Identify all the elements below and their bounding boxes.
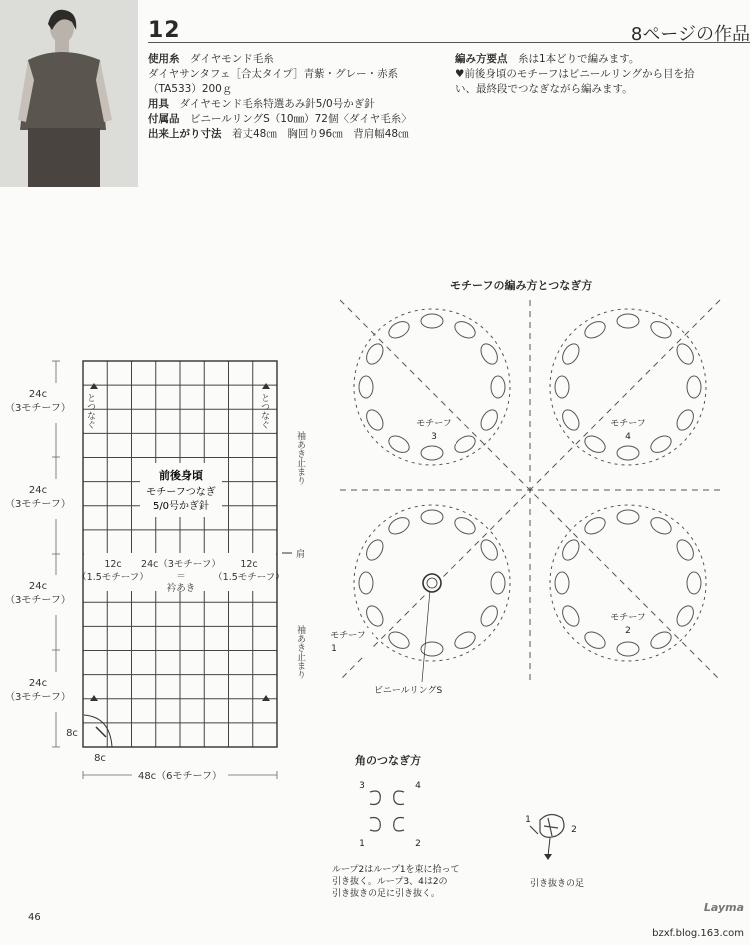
yarn-text: ダイヤモンド毛糸 xyxy=(190,53,274,65)
motif-petal xyxy=(452,318,478,341)
yarn-line2: ダイヤサンタフェ［合太タイプ］青紫・グレー・赤系 xyxy=(148,68,399,80)
motif-petal xyxy=(648,318,674,341)
motif-petal xyxy=(359,376,373,398)
motif-petal xyxy=(555,572,569,594)
page-number: 46 xyxy=(28,912,41,923)
corner-horizontal-dim: 8c xyxy=(94,753,106,764)
motif-petal xyxy=(687,376,701,398)
motif-2-label: モチーフ xyxy=(610,613,646,623)
shoulder-left-sub: （1.5モチーフ） xyxy=(77,572,149,583)
model-photo xyxy=(0,0,138,187)
motif-petal xyxy=(421,446,443,460)
corner-join-title: 角のつなぎ方 xyxy=(355,754,421,767)
motif-petal xyxy=(359,572,373,594)
motif-petal xyxy=(363,407,386,433)
corner-text-3: 引き抜きの足に引き抜く。 xyxy=(332,889,440,899)
neck-eq: ＝ xyxy=(176,571,186,582)
motif-4-number: 4 xyxy=(625,432,631,442)
body-title: 前後身頃 xyxy=(159,469,203,482)
motif-petal xyxy=(386,629,412,652)
join-right: とつなぐ xyxy=(259,393,269,429)
ring-label: ビニールリングS xyxy=(373,686,443,696)
points-label: 編み方要点 xyxy=(455,53,508,65)
corner-num-4: 4 xyxy=(415,781,421,791)
corner-text-1: ループ2はループ1を束に拾って xyxy=(332,865,460,875)
motif-petal xyxy=(555,376,569,398)
motif-2-number: 2 xyxy=(625,626,631,636)
motif-chart xyxy=(330,290,750,700)
points-text: 糸は1本どりで編みます。 xyxy=(518,53,640,65)
motif-1-number: 1 xyxy=(331,644,337,654)
motif-petal xyxy=(421,510,443,524)
materials-block xyxy=(148,52,448,142)
motif-petal xyxy=(421,314,443,328)
page-reference: 8ページの作品 xyxy=(630,24,750,45)
armhole-bottom: 袖あき止まり xyxy=(295,625,305,679)
motif-petal xyxy=(582,433,608,456)
motif-join-lines xyxy=(340,300,720,680)
motif-petal xyxy=(478,537,501,563)
neck-label: 衿あき xyxy=(166,583,196,594)
corner-num-3: 3 xyxy=(359,781,365,791)
row-dim-1: 24c xyxy=(28,389,48,400)
motif-petal xyxy=(452,514,478,537)
motif-petal xyxy=(617,314,639,328)
vinyl-ring-icon xyxy=(423,574,441,592)
points-line3: い、最終段でつなぎながら編みます。 xyxy=(455,83,633,95)
row-dim-2: 24c xyxy=(28,485,48,496)
corner-vertical-dim: 8c xyxy=(66,728,78,739)
points-block xyxy=(455,52,750,97)
motif-4-label: モチーフ xyxy=(610,419,646,429)
corner-num-2: 2 xyxy=(415,839,421,849)
motif-petal xyxy=(559,407,582,433)
body-sub1: モチーフつなぎ xyxy=(146,487,216,498)
size-label: 出来上がり寸法 xyxy=(148,128,222,140)
motif-petal xyxy=(386,433,412,456)
armhole-top: 袖あき止まり xyxy=(295,431,305,485)
motif-3-label: モチーフ xyxy=(416,419,452,429)
motif-petal xyxy=(617,642,639,656)
row-dim-1-sub: （3モチーフ） xyxy=(5,403,71,414)
corner-text-2: 引き抜く。ループ3、4は2の xyxy=(332,877,448,887)
corner-num-1: 1 xyxy=(359,839,365,849)
yarn-label: 使用糸 xyxy=(148,53,180,65)
accessories-text: ビニールリングS（10㎜）72個〈ダイヤ毛糸〉 xyxy=(190,113,412,125)
corner-join-diagram xyxy=(330,770,610,900)
accessories-label: 付属品 xyxy=(148,113,180,125)
motif-petal xyxy=(363,603,386,629)
neck-dim: 24c（3モチーフ） xyxy=(141,559,221,570)
pattern-number: 12 xyxy=(148,18,181,43)
row-dim-3-sub: （3モチーフ） xyxy=(5,595,71,606)
tools-label: 用具 xyxy=(148,98,169,110)
join-num-1: 1 xyxy=(525,815,531,825)
slip-stitch-foot-label: 引き抜きの足 xyxy=(530,879,585,889)
row-dim-2-sub: （3モチーフ） xyxy=(5,499,71,510)
motif-petal xyxy=(674,537,697,563)
motif-petal xyxy=(648,514,674,537)
motif-petal xyxy=(674,341,697,367)
motif-petal xyxy=(478,341,501,367)
motif-petal xyxy=(617,510,639,524)
motif-chart-title: モチーフの編み方とつなぎ方 xyxy=(450,279,593,292)
points-line2: ♥前後身頃のモチーフはビニールリングから目を拾 xyxy=(455,68,695,80)
body-grid-chart xyxy=(0,355,320,785)
motif-petal xyxy=(617,446,639,460)
shoulder-left-dim: 12c xyxy=(104,559,122,570)
motif-petal xyxy=(687,572,701,594)
body-sub2: 5/0号かぎ針 xyxy=(152,501,210,512)
motif-petal xyxy=(491,376,505,398)
signature-watermark: Layma xyxy=(703,901,744,914)
motif-3-number: 3 xyxy=(431,432,437,442)
source-url: bzxf.blog.163.com xyxy=(652,928,744,939)
shoulder-label: 肩 xyxy=(296,550,306,560)
join-num-2: 2 xyxy=(571,825,577,835)
row-dim-4: 24c xyxy=(28,678,48,689)
width-dim: 48c（6モチーフ） xyxy=(137,771,223,782)
row-dim-3: 24c xyxy=(28,581,48,592)
shoulder-right-dim: 12c xyxy=(240,559,258,570)
motif-petal xyxy=(582,629,608,652)
shoulder-right-sub: （1.5モチーフ） xyxy=(213,572,285,583)
motif-petal xyxy=(559,603,582,629)
row-dim-4-sub: （3モチーフ） xyxy=(5,692,71,703)
tools-text: ダイヤモンド毛糸特選あみ針5/0号かぎ針 xyxy=(179,98,375,110)
join-left: とつなぐ xyxy=(85,393,95,429)
motif-1-label: モチーフ xyxy=(330,631,366,641)
yarn-line3: （TA533）200ｇ xyxy=(148,83,233,95)
size-text: 着丈48㎝ 胸回り96㎝ 背肩幅48㎝ xyxy=(232,128,409,140)
motif-petal xyxy=(491,572,505,594)
